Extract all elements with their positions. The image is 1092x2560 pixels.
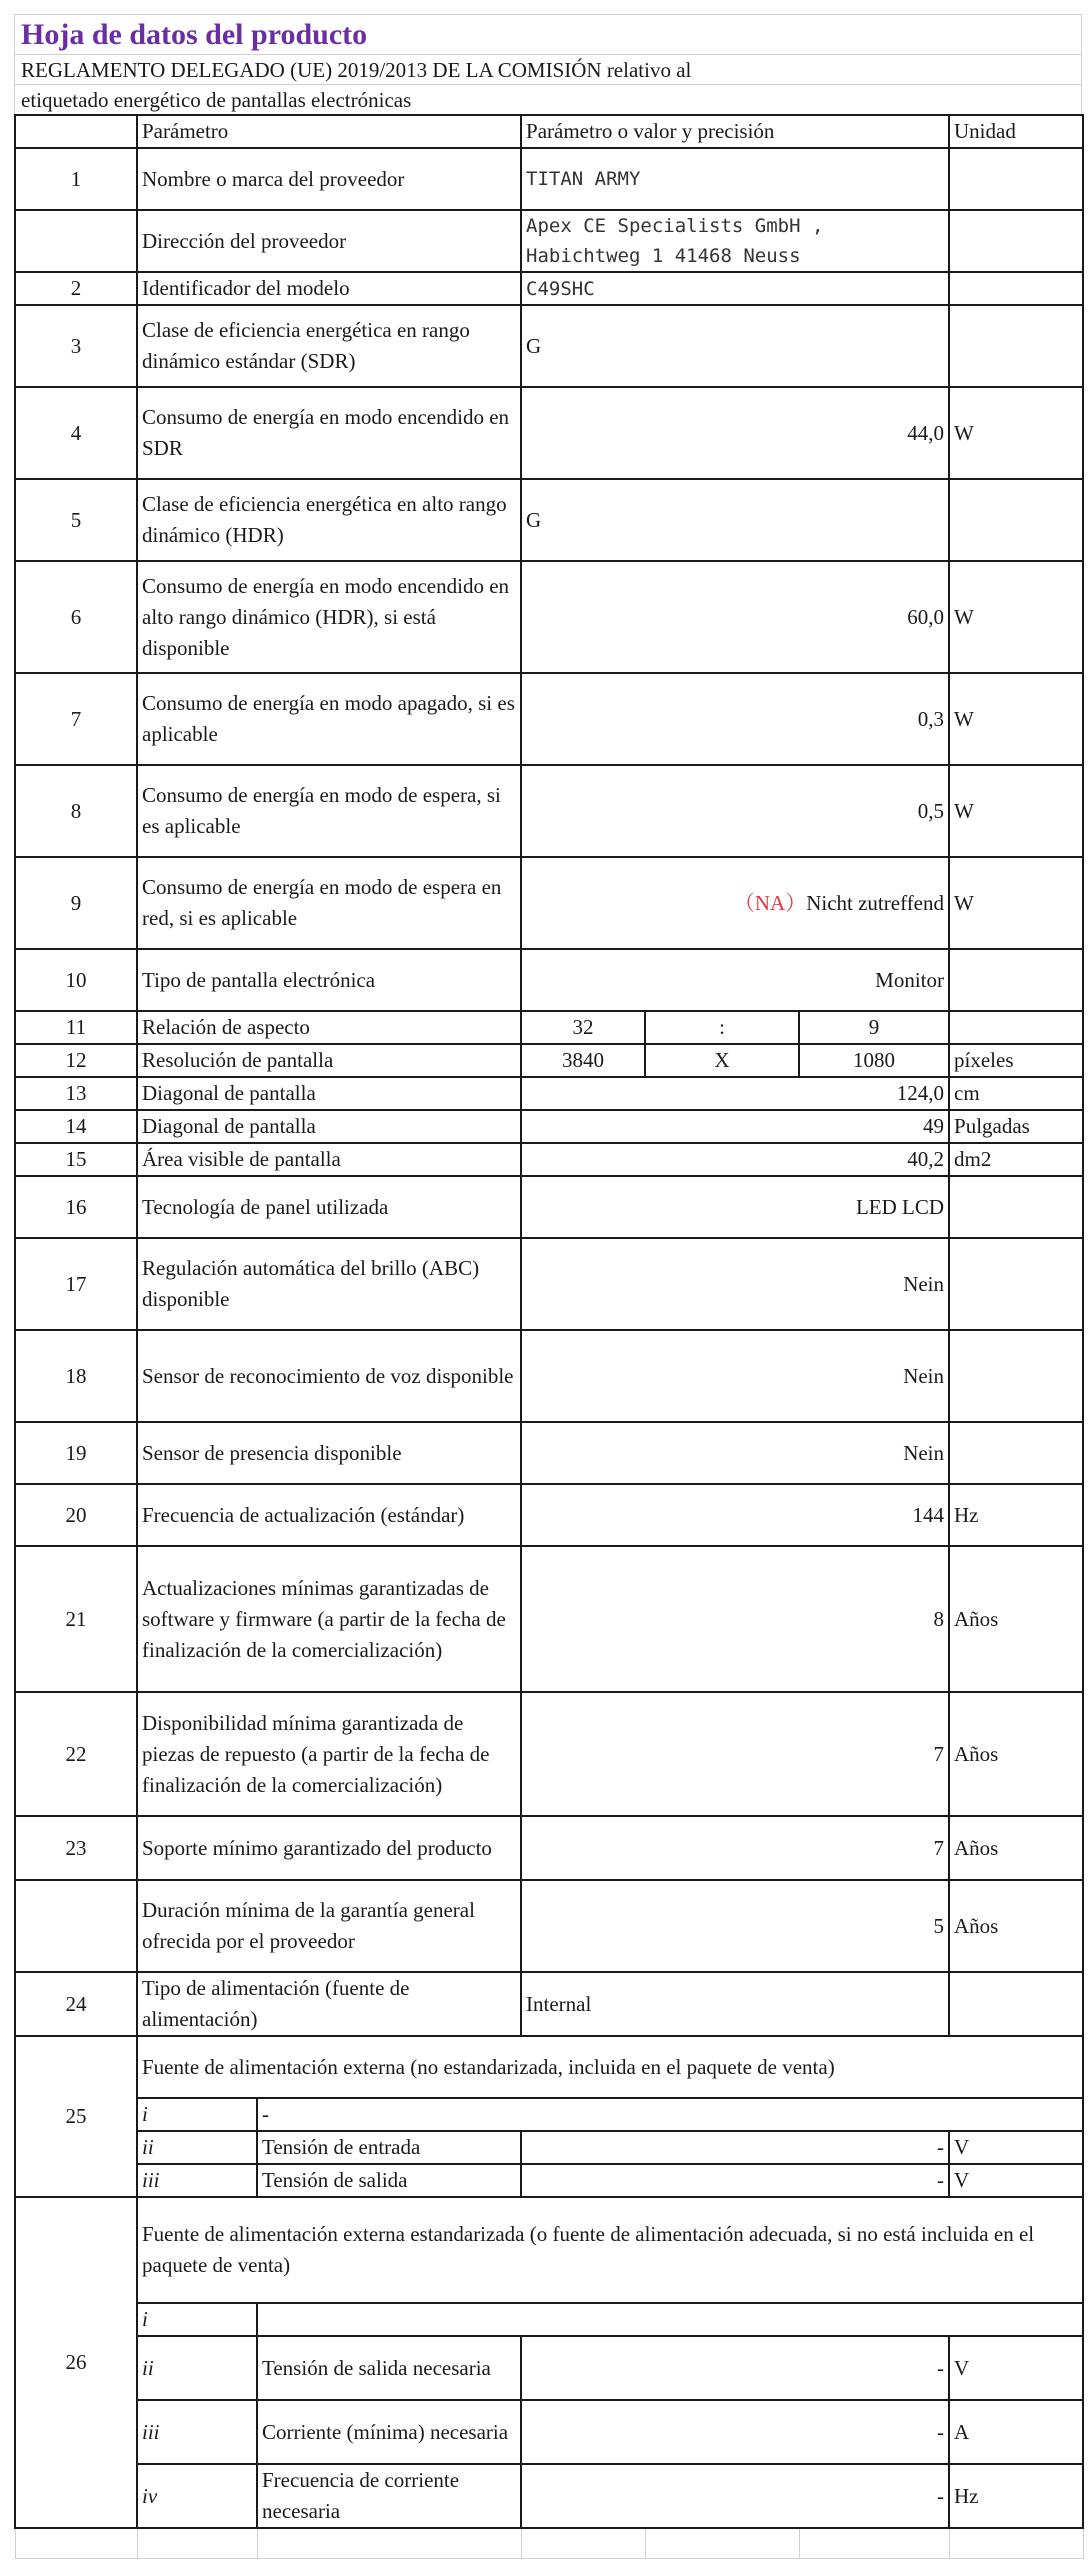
- header-unit: Unidad: [949, 115, 1083, 148]
- table-row: 17 Regulación automática del brillo (ABC) disponible Nein: [15, 1238, 1083, 1330]
- spec-table: [14, 114, 1084, 2559]
- table-row: iv Frecuencia de corriente necesaria - Hz: [15, 2464, 1083, 2528]
- table-row: 22 Disponibilidad mínima garantizada de piezas de repuesto (a partir de la fecha de finalización de la comercialización) 7 Años: [15, 1692, 1083, 1816]
- table-row: 21 Actualizaciones mínimas garantizadas de software y firmware (a partir de la fecha de finalización de la comercialización) 8 Años: [15, 1546, 1083, 1692]
- table-row: iii Corriente (mínima) necesaria - A: [15, 2400, 1083, 2464]
- not-applicable-marker: （NA）: [733, 890, 807, 915]
- table-row: 4 Consumo de energía en modo encendido en SDR 44,0 W: [15, 387, 1083, 479]
- regulation-line-1: REGLAMENTO DELEGADO (UE) 2019/2013 DE LA COMISIÓN relativo al: [14, 54, 1082, 84]
- table-row: ii Tensión de entrada - V: [15, 2131, 1083, 2164]
- table-row: iii Tensión de salida - V: [15, 2164, 1083, 2197]
- table-row: 2 Identificador del modelo C49SHC: [15, 272, 1083, 305]
- table-row: 12 Resolución de pantalla 3840 X 1080 píxeles: [15, 1044, 1083, 1077]
- table-row: 18 Sensor de reconocimiento de voz disponible Nein: [15, 1330, 1083, 1422]
- table-row: 24 Tipo de alimentación (fuente de alimentación) Internal: [15, 1972, 1083, 2036]
- table-header-row: [15, 115, 1083, 148]
- table-row: i: [15, 2303, 1083, 2336]
- table-row: 15 Área visible de pantalla 40,2 dm2: [15, 1143, 1083, 1176]
- psu-external-heading-row: 25 Fuente de alimentación externa (no estandarizada, incluida en el paquete de venta): [15, 2036, 1083, 2098]
- table-row: 6 Consumo de energía en modo encendido en alto rango dinámico (HDR), si está disponible 60,0 W: [15, 561, 1083, 673]
- table-row: 23 Soporte mínimo garantizado del producto 7 Años: [15, 1816, 1083, 1880]
- table-row: 14 Diagonal de pantalla 49 Pulgadas: [15, 1110, 1083, 1143]
- psu-standard-heading-row: 26 Fuente de alimentación externa estandarizada (o fuente de alimentación adecuada, si no está incluida en el paquete de venta): [15, 2197, 1083, 2303]
- product-data-sheet: [14, 14, 1082, 2559]
- empty-grid-row: [15, 2528, 1083, 2558]
- table-row: 7 Consumo de energía en modo apagado, si es aplicable 0,3 W: [15, 673, 1083, 765]
- table-row: 19 Sensor de presencia disponible Nein: [15, 1422, 1083, 1484]
- table-row: Dirección del proveedor Apex CE Specialists GmbH , Habichtweg 1 41468 Neuss: [15, 210, 1083, 272]
- header-value: Parámetro o valor y precisión: [521, 115, 949, 148]
- table-row: 11 Relación de aspecto 32 : 9: [15, 1011, 1083, 1044]
- regulation-line-2: etiquetado energético de pantallas electrónicas: [14, 84, 1082, 114]
- table-row: 13 Diagonal de pantalla 124,0 cm: [15, 1077, 1083, 1110]
- table-row: 9 Consumo de energía en modo de espera en red, si es aplicable （NA）Nicht zutreffend W: [15, 857, 1083, 949]
- table-row: i -: [15, 2098, 1083, 2131]
- page-title: Hoja de datos del producto: [14, 14, 1082, 54]
- table-row: 8 Consumo de energía en modo de espera, si es aplicable 0,5 W: [15, 765, 1083, 857]
- table-row: 5 Clase de eficiencia energética en alto rango dinámico (HDR) G: [15, 479, 1083, 561]
- table-row: Duración mínima de la garantía general ofrecida por el proveedor 5 Años: [15, 1880, 1083, 1972]
- table-row: 3 Clase de eficiencia energética en rango dinámico estándar (SDR) G: [15, 305, 1083, 387]
- table-row: ii Tensión de salida necesaria - V: [15, 2336, 1083, 2400]
- table-row: 20 Frecuencia de actualización (estándar) 144 Hz: [15, 1484, 1083, 1546]
- table-row: 10 Tipo de pantalla electrónica Monitor: [15, 949, 1083, 1011]
- header-parameter: Parámetro: [137, 115, 521, 148]
- table-row: 1 Nombre o marca del proveedor TITAN ARMY: [15, 148, 1083, 210]
- table-row: 16 Tecnología de panel utilizada LED LCD: [15, 1176, 1083, 1238]
